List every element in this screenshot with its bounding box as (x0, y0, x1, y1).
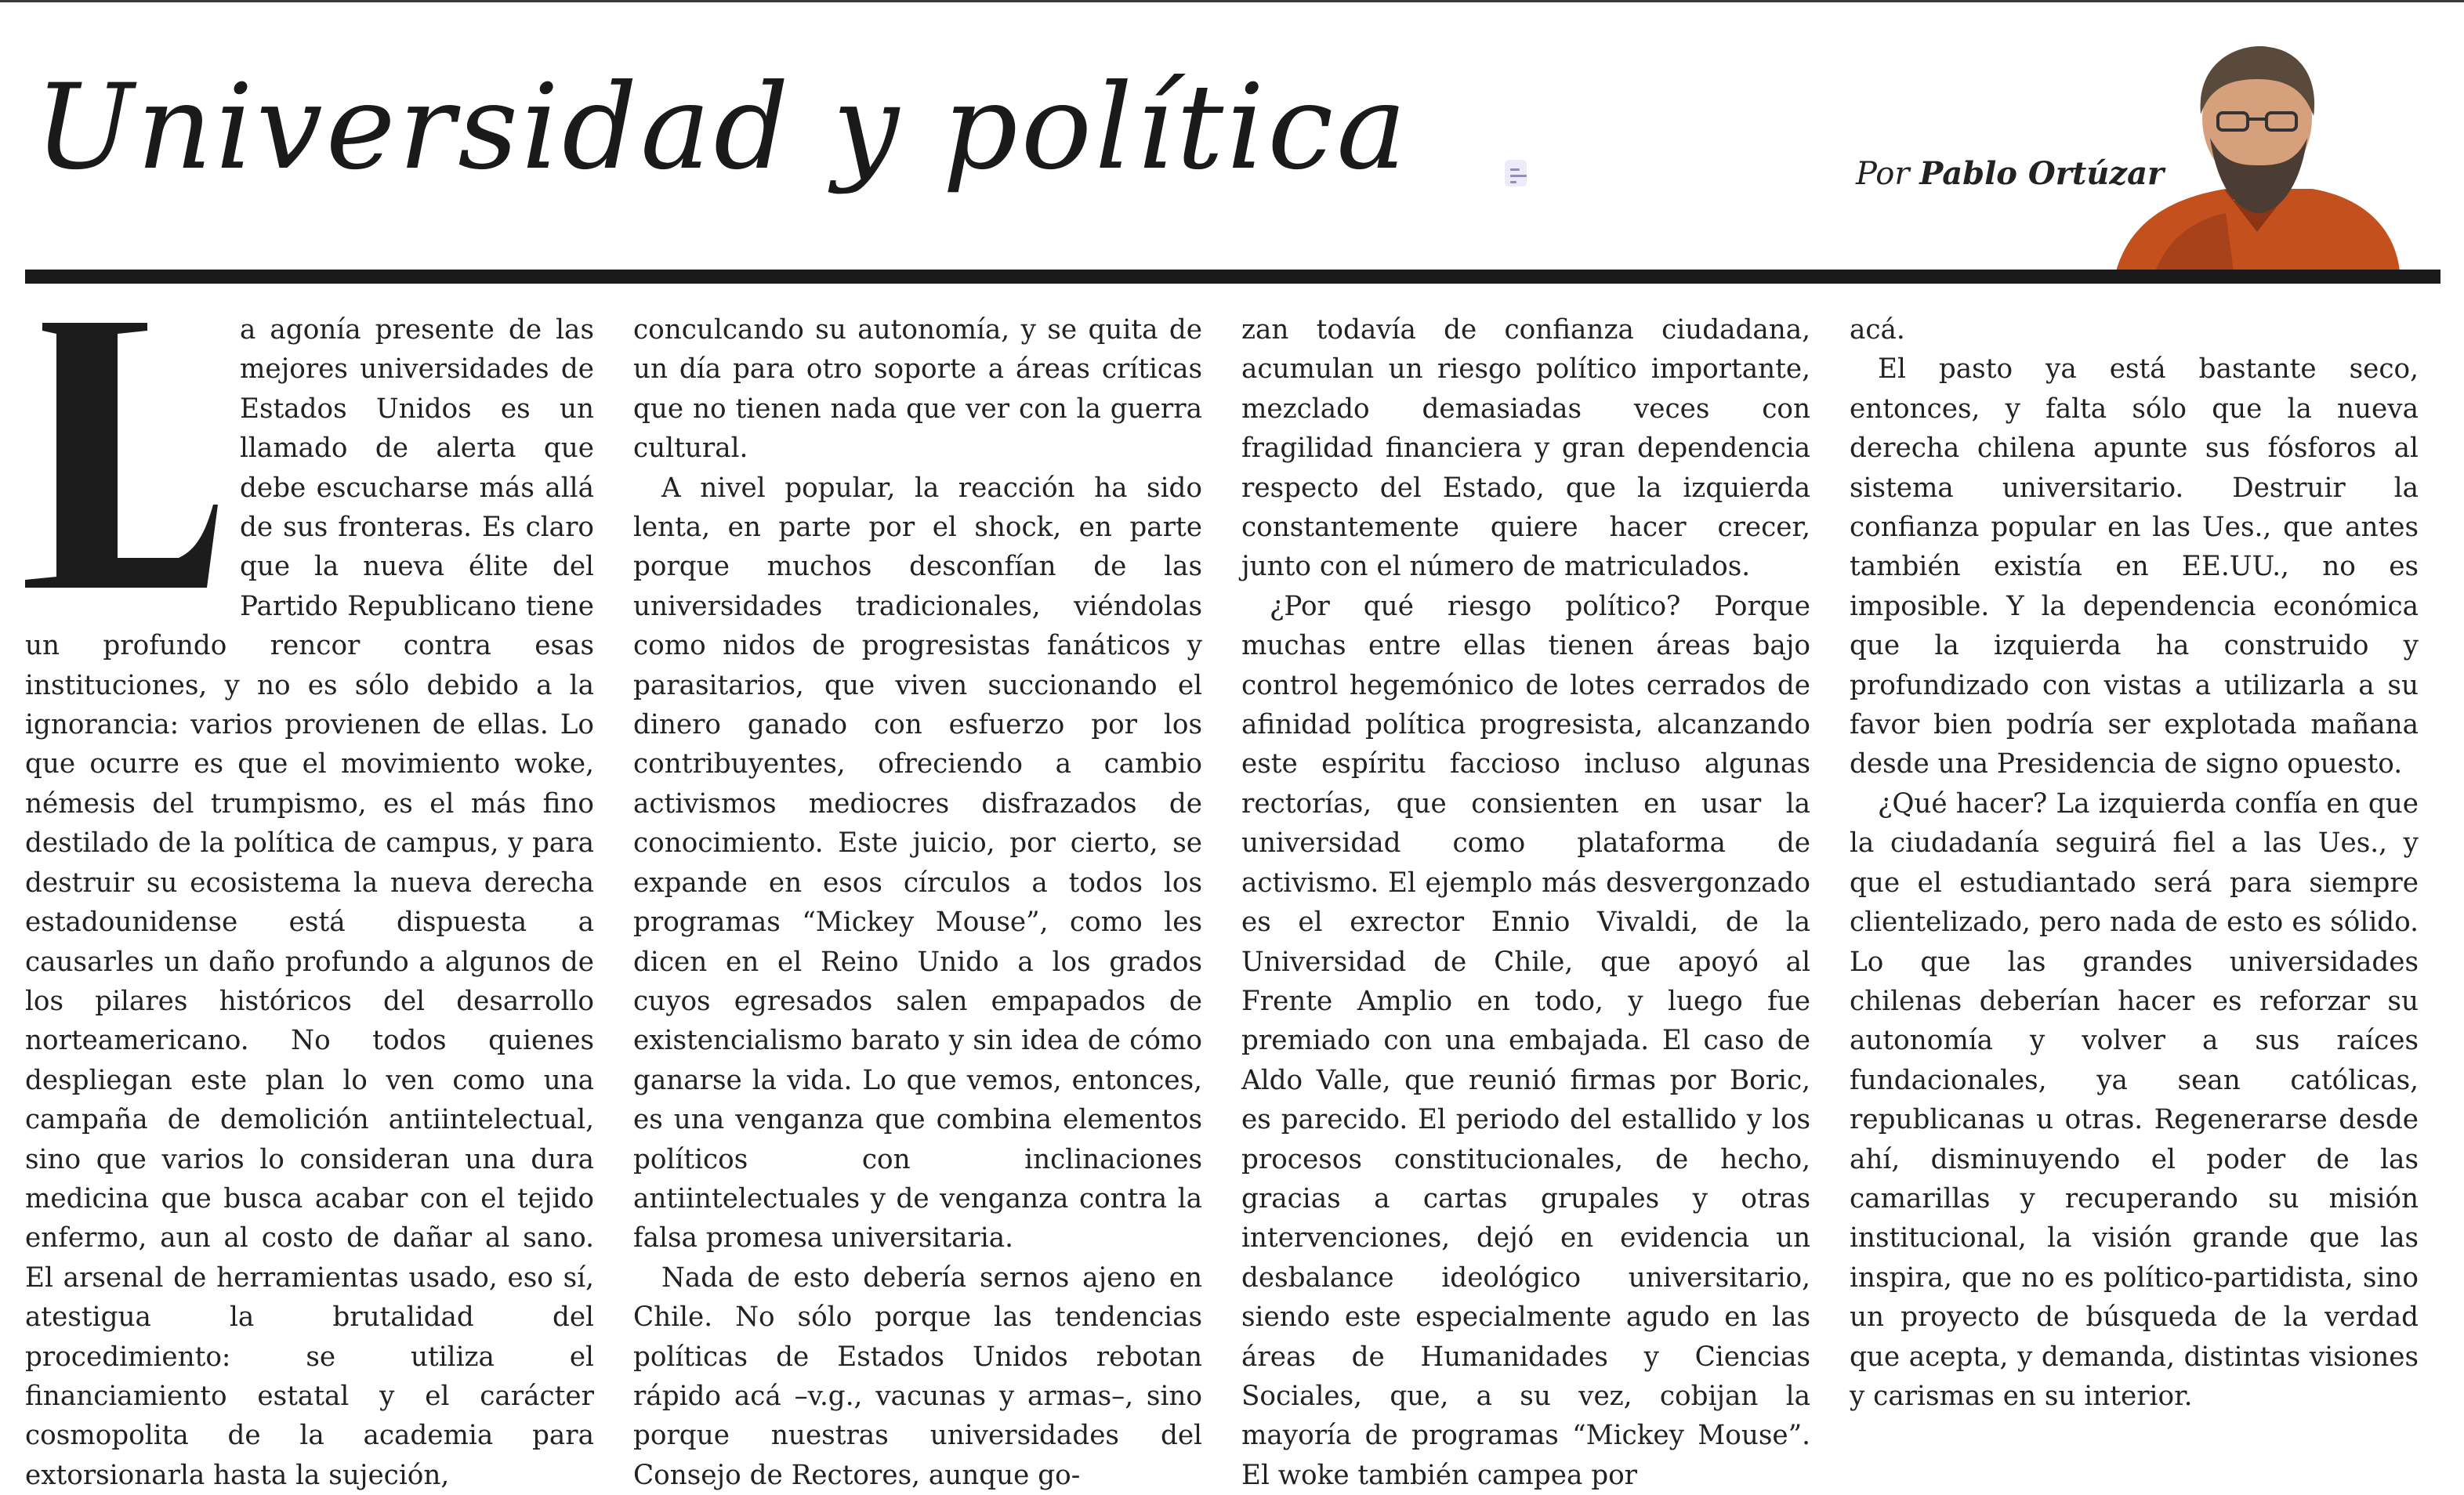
article-column-2 (633, 310, 1202, 1495)
paragraph: acá. (1850, 314, 1905, 346)
paragraph: Nada de esto debería sernos ajeno en Chile. No sólo porque las tendencias políticas de Estados Unidos rebotan rápido acá –v.g., vacunas y armas–, sino porque nuestras universidades del Consejo de Rectores, aunque go- (633, 1262, 1202, 1491)
paragraph: ¿Por qué riesgo político? Porque muchas entre ellas tienen áreas bajo control hegemónico de lotes cerrados de afinidad política progresista, alcanzando este espíritu faccioso incluso algunas rectorías, que consienten en usar la universidad como plataforma de activismo. El ejemplo más desvergonzado es el exrector Ennio Vivaldi, de la Universidad de Chile, que apoyó al Frente Amplio en todo, y luego fue premiado con una embajada. El caso de Aldo Valle, que reunió firmas por Boric, es parecido. El periodo del estallido y los procesos constitucionales, de hecho, gracias a cartas grupales y otras intervenciones, dejó en evidencia un desbalance ideológico universitario, siendo este especialmente agudo en las áreas de Humanidades y Ciencias Sociales, que, a su vez, cobijan la mayoría de programas “Mickey Mouse”. El woke también campea por (1241, 590, 1810, 1491)
top-rule (0, 0, 2464, 2)
article-column-1 (25, 310, 594, 1495)
page-title: Universidad y política (34, 60, 1410, 196)
paragraph: a agonía presente de las mejores universidades de Estados Unidos es un llamado de alerta que debe escucharse más allá de sus fronteras. Es claro que la nueva élite del Partido Republicano tiene un profundo rencor contra esas instituciones, y no es sólo debido a la ignorancia: varios provienen de ellas. Lo que ocurre es que el movimiento woke, némesis del trumpismo, es el más fino destilado de la política de campus, y para destruir su ecosistema la nueva derecha estadounidense está dispuesta a causarles un daño profundo a algunos de los pilares históricos del desarrollo norteamericano. No todos quienes despliegan este plan lo ven como una campaña de demolición antiintelectual, sino que varios lo consideran una dura medicina que busca acabar con el tejido enfermo, aun al costo de dañar al sano. El arsenal de herramientas usado, eso sí, atestigua la brutalidad del procedimiento: se utiliza el financiamiento estatal y el carácter cosmopolita de la academia para extorsionarla hasta la sujeción, (25, 314, 594, 1491)
byline-prefix: Por (1856, 156, 1910, 192)
paragraph: El pasto ya está bastante seco, entonces, y falta sólo que la nueva derecha chilena apunte sus fósforos al sistema universitario. Destruir la confianza popular en las Ues., que antes también existía en EE.UU., no es imposible. Y la dependencia económica que la izquierda ha construido y profundizado con vistas a utilizarla a su favor bien podría ser explotada mañana desde una Presidencia de signo opuesto. (1850, 353, 2419, 780)
article-column-3 (1241, 310, 1810, 1495)
drop-cap (25, 323, 218, 588)
author-portrait (2108, 36, 2406, 271)
header-rule (25, 270, 2440, 284)
article-column-4 (1850, 310, 2419, 1416)
comment-icon[interactable] (1505, 160, 1527, 186)
paragraph: A nivel popular, la reacción ha sido lenta, en parte por el shock, en parte porque muchos desconfían de las universidades tradicionales, viéndolas como nidos de progresistas fanáticos y parasitarios, que viven succionando el dinero ganado con esfuerzo por los contribuyentes, ofreciendo a cambio activismos mediocres disfrazados de conocimiento. Este juicio, por cierto, se expande en esos círculos a todos los programas “Mickey Mouse”, como les dicen en el Reino Unido a los grados cuyos egresados salen empapados de existencialismo barato y sin idea de cómo ganarse la vida. Lo que vemos, entonces, es una venganza que combina elementos políticos con inclinaciones antiintelectuales y de venganza contra la falsa promesa universitaria. (633, 472, 1202, 1254)
author-name: Pablo Ortúzar (1919, 155, 2165, 192)
paragraph: ¿Qué hacer? La izquierda confía en que la ciudadanía seguirá fiel a las Ues., y que el estudiantado será para siempre clientelizado, pero nada de esto es sólido. Lo que las grandes universidades chilenas deberían hacer es reforzar su autonomía y volver a sus raíces fundacionales, ya sean católicas, republicanas u otras. Regenerarse desde ahí, disminuyendo el poder de las camarillas y recuperando su misión institucional, la visión grande que las inspira, que no es político-partidista, sino un proyecto de búsqueda de la verdad que acepta, y demanda, distintas visiones y carismas en su interior. (1850, 787, 2419, 1412)
paragraph: conculcando su autonomía, y se quita de un día para otro soporte a áreas críticas que no tienen nada que ver con la guerra cultural. (633, 314, 1202, 465)
paragraph: zan todavía de confianza ciudadana, acumulan un riesgo político importante, mezclado demasiadas veces con fragilidad financiera y gran dependencia respecto del Estado, que la izquierda constantemente quiere hacer crecer, junto con el número de matriculados. (1241, 314, 1810, 583)
